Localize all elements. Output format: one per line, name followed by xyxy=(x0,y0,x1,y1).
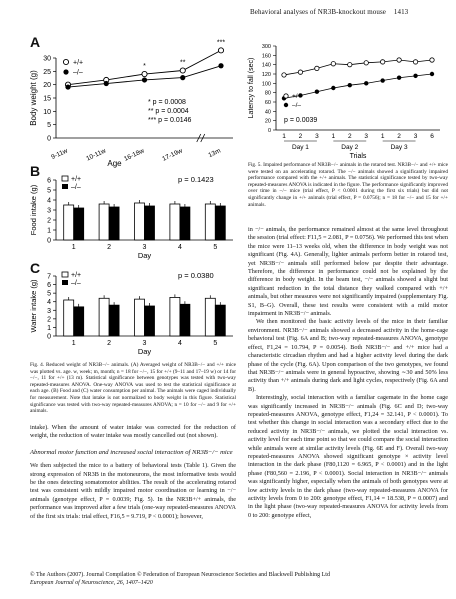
x-tick-label: 1 xyxy=(282,133,286,140)
figure4-caption: Fig. 4. Reduced weight of NR3B−/− animals. (A) Averaged weight of NR3B−/− and +/+ mice was plotted vs. age. w, week; m, month; n = 18 for −/−, 15 for +/+ (9–11 and 17–19 w) or 14 for −/−, 11 for +/+ (13 m). Statistical significance between genotypes was tested with two-way repeated-measures ANOVA. One-way ANOVA was used to test the statistical significance at each age. (B) Food and (C) water consumption per animal. The animals were caged individually for measurement. Note that intake is not normalized to body weight in this figure. Statistical significance was tested with two-way repeated-measures ANOVA; n = 10 for −/− and 9 for +/+ animals. xyxy=(30,362,236,415)
y-axis-label: Water intake (g) xyxy=(29,279,38,333)
legend-label: –/– xyxy=(292,102,302,109)
p-value-label: p = 0.0039 xyxy=(284,117,318,124)
x-tick-label: 9-11w xyxy=(50,147,69,162)
y-tick-label: 60 xyxy=(264,100,271,106)
data-point xyxy=(282,73,286,77)
data-point xyxy=(298,70,302,74)
x-tick-label: 3 xyxy=(413,133,418,140)
p-value-label: p = 0.0380 xyxy=(178,271,214,280)
p-value-label: p = 0.1423 xyxy=(178,175,214,184)
x-tick-label: 10-11w xyxy=(85,147,108,163)
legend-label: –/– xyxy=(73,69,83,77)
significance-star: * xyxy=(143,63,146,71)
bar xyxy=(74,307,84,336)
panel-letter-c: C xyxy=(30,260,41,276)
x-tick-label: 6 xyxy=(430,133,434,140)
y-tick-label: 15 xyxy=(43,95,51,103)
rotarod-chart xyxy=(244,38,444,160)
water-intake-chart xyxy=(28,266,240,362)
bar xyxy=(180,207,190,240)
bar xyxy=(74,208,84,240)
stats-label: * p = 0.0008 xyxy=(148,99,186,106)
x-tick-label: 2 xyxy=(397,133,401,140)
x-tick-label: 3 xyxy=(142,340,147,347)
y-axis-label: Food intake (g) xyxy=(29,184,38,236)
y-tick-label: 300 xyxy=(261,44,271,50)
figure5-caption: Fig. 5. Impaired performance of NR3B−/− animals in the rotarod test. NR3B−/− and +/+ mice were tested on an accelerating rotarod. The −/− animals showed a significantly impaired performance compared with the +/+ animals. The statistical significance tested by two-way repeated-measures ANOVA is indicated in the figure. The performance significantly improved over time in −/− mice (trial effect, P < 0.0001 during the first six trials) but did not significantly change in +/+ animals (trial effect, P = 0.0756); n = 18 for −/− and 15 for +/+ animals. xyxy=(248,162,448,208)
x-tick-label: 17-19w xyxy=(161,147,184,163)
data-point xyxy=(315,66,319,70)
y-tick-label: 0 xyxy=(47,333,51,341)
y-tick-label: 80 xyxy=(264,90,271,97)
day-label: Day 3 xyxy=(390,144,408,151)
y-tick-label: 6 xyxy=(47,282,51,290)
data-point xyxy=(142,77,147,82)
data-point xyxy=(380,78,384,82)
x-tick-label: 2 xyxy=(107,244,112,251)
footer xyxy=(30,572,440,588)
y-tick-label: 4 xyxy=(47,299,51,307)
y-tick-label: 100 xyxy=(261,81,271,88)
data-point xyxy=(397,58,401,62)
y-tick-label: 140 xyxy=(261,62,271,69)
series-line xyxy=(284,60,432,75)
stats-label: *** p = 0.0146 xyxy=(148,117,192,124)
bar xyxy=(170,297,180,336)
y-tick-label: 4 xyxy=(47,197,51,205)
stats-label: ** p = 0.0004 xyxy=(148,108,189,115)
data-point xyxy=(413,74,417,78)
x-tick-label: 16-18w xyxy=(123,147,146,163)
legend-label: +/+ xyxy=(71,176,82,183)
legend-marker xyxy=(62,272,68,277)
legend-marker xyxy=(284,94,288,98)
y-tick-label: 1 xyxy=(47,227,51,235)
bar xyxy=(180,304,190,336)
y-tick-label: 2 xyxy=(47,217,51,225)
x-tick-label: 3 xyxy=(142,244,147,251)
x-axis-label: Age xyxy=(107,159,122,168)
legend-label: +/+ xyxy=(71,272,82,279)
right-column-text xyxy=(248,226,448,520)
data-point xyxy=(364,81,368,85)
bar xyxy=(170,204,180,240)
y-tick-label: 10 xyxy=(43,108,51,116)
x-axis-label: Day xyxy=(137,347,152,356)
y-tick-label: 3 xyxy=(47,207,51,215)
x-tick-label: 1 xyxy=(380,133,385,140)
y-tick-label: 5 xyxy=(47,290,51,298)
x-tick-label: 1 xyxy=(331,133,336,140)
data-point xyxy=(65,84,70,89)
y-axis-label: Body weight (g) xyxy=(29,70,38,126)
significance-star: ** xyxy=(180,59,186,67)
legend-label: +/+ xyxy=(292,93,302,100)
bar xyxy=(109,207,119,240)
data-point xyxy=(180,75,185,80)
data-point xyxy=(315,90,319,94)
y-tick-label: 20 xyxy=(264,118,271,125)
panel-letter-a: A xyxy=(30,34,41,50)
bar xyxy=(109,305,119,336)
bar xyxy=(145,206,155,240)
y-axis-label: Latency to fall (sec) xyxy=(248,57,255,119)
x-tick-label: 4 xyxy=(177,244,182,251)
y-tick-label: 0 xyxy=(47,135,51,143)
panel-letter-b: B xyxy=(30,163,41,179)
data-point xyxy=(142,71,147,76)
bar xyxy=(99,204,109,240)
series-line xyxy=(284,74,432,98)
significance-star: *** xyxy=(216,39,226,47)
y-tick-label: 20 xyxy=(43,82,51,90)
y-tick-label: 2 xyxy=(47,316,51,324)
journal-citation: European Journal of Neuroscience, 26, 1407–1420 xyxy=(30,579,153,586)
legend-marker xyxy=(62,280,68,285)
bar xyxy=(205,298,215,336)
day-label: Day 1 xyxy=(291,144,309,151)
bar xyxy=(205,204,215,240)
running-title: Behavioral analyses of NR3B-knockout mouse xyxy=(250,8,387,16)
legend-marker xyxy=(63,59,68,64)
y-tick-label: 0 xyxy=(47,237,51,245)
section-title: Abnormal motor function and increased social interaction of NR3B−/− mice xyxy=(30,448,233,456)
body-weight-chart xyxy=(28,39,240,168)
legend-marker xyxy=(284,103,288,107)
y-tick-label: 160 xyxy=(261,53,271,60)
paragraph: intake). When the amount of water intake was corrected for the reduction of weight, the reduction of water intake was mostly cancelled out (not shown). xyxy=(30,424,236,440)
data-point xyxy=(397,76,401,80)
x-tick-label: 4 xyxy=(177,340,182,347)
bar xyxy=(145,306,155,336)
running-header xyxy=(250,8,408,16)
y-tick-label: 120 xyxy=(261,72,271,78)
copyright-line: © The Authors (2007). Journal Compilation © Federation of European Neuroscience Societies and Blackwell Publishing Ltd xyxy=(30,572,330,578)
legend-label: –/– xyxy=(71,184,81,191)
x-tick-label: 2 xyxy=(347,133,352,140)
legend-marker xyxy=(63,69,68,74)
y-tick-label: 6 xyxy=(47,177,51,185)
x-axis-label: Trials xyxy=(349,153,367,160)
paragraph: in −/− animals, the performance remained almost at the same level throughout the session (trial effect: F11,5 = 2.081, P = 0.0756). We performed this test when the mice were 11–13 weeks old, when the difference in body weight was not significant (Fig. 4A). Generally, lighter animals perform better in rotarod test, yet NR3B−/− animals still performed below par despite their advantage. Therefore, the difference in performance could not be explained by the difference in body weight. In the beam test, −/− animals showed a slight but significant reduction in the total distance they walked compared with +/+ animals, but other measures were not significantly impaired (supplementary Fig. S1, B–G). Overall, these test results were consistent with a mild motor impairment in NR3B−/− animals. xyxy=(248,226,448,318)
bar xyxy=(64,205,74,240)
data-point xyxy=(104,81,109,86)
bar xyxy=(135,299,145,336)
bar xyxy=(215,305,225,336)
y-tick-label: 0 xyxy=(267,128,271,134)
page-number: 1413 xyxy=(393,8,409,16)
data-point xyxy=(348,62,352,66)
y-tick-label: 7 xyxy=(47,273,51,281)
day-label: Day 2 xyxy=(341,144,359,151)
x-tick-label: 5 xyxy=(213,340,218,347)
data-point xyxy=(364,61,368,65)
x-tick-label: 3 xyxy=(315,133,319,140)
y-tick-label: 5 xyxy=(47,122,51,130)
x-tick-label: 5 xyxy=(213,244,218,251)
x-tick-label: 1 xyxy=(71,244,76,251)
legend-label: –/– xyxy=(71,280,81,287)
bar xyxy=(215,206,225,240)
paragraph: We then monitored the basic activity levels of the mice in their familiar environment. NR3B−/− animals showed a decreased activity in the home-cage behavioral test (Fig. 6A and B; two-way repeated-measures ANOVA, genotype effect, F1,24 = 10.794, P = 0.0054). Both NR3B−/− and +/+ mice had a characteristic circadian rhythm and had a higher activity level during the dark phase of the cycle (Fig. 6A). Upon comparison of the two genotypes, we found that NR3B−/− animals were in general hypoactive, showing ∼30 and 50% less activity than +/+ animals during dark and light cycles, respectively (Fig. 6A and B). xyxy=(248,318,448,393)
y-tick-label: 30 xyxy=(43,55,51,63)
legend-label: +/+ xyxy=(73,59,84,67)
x-tick-label: 13m xyxy=(207,147,222,160)
left-column-text xyxy=(30,424,236,521)
data-point xyxy=(331,62,335,66)
x-axis-label: Day xyxy=(137,251,152,260)
data-point xyxy=(180,68,185,73)
food-intake-chart xyxy=(28,170,240,260)
data-point xyxy=(331,86,335,90)
bar xyxy=(64,300,74,336)
data-point xyxy=(430,72,434,76)
legend-marker xyxy=(62,176,68,181)
data-point xyxy=(218,48,223,53)
data-point xyxy=(218,63,223,68)
paragraph: We then subjected the mice to a battery of behavioral tests (Table 1). Given the strong expression of NR3B in the motoneurons, the most informative tests would be the ones detecting somatomotor abilities. The result of the accelerating rotarod test was consistent with mildly impaired motor coordination or learning in −/− animals (genotype effect, P = 0.0039; Fig. 5). In the NR3B+/+ animals, the performance was improved after a few trials (one-way repeated-measures ANOVA of the first six trials: trial effect, F16,5 = 9.719, P < 0.0001); however, xyxy=(30,462,236,520)
x-tick-label: 3 xyxy=(364,133,369,140)
x-tick-label: 2 xyxy=(107,340,112,347)
y-tick-label: 5 xyxy=(47,187,51,195)
y-tick-label: 25 xyxy=(43,68,51,76)
y-tick-label: 40 xyxy=(264,109,271,116)
data-point xyxy=(413,60,417,64)
paragraph: Interestingly, social interaction with a familiar cagemate in the home cage was significantly increased in NR3B−/− animals (Fig. 6C and D; two-way repeated-measures ANOVA, genotype effect, F1,24 = 32.141, P < 0.0001). To test whether this change in social interaction was a secondary effect due to the reduced activity in NR3B−/− animals, we plotted the social interaction vs. activity level for each time point so that we could compare the social interaction while animals were at similar activity levels (Fig. 6E and F). Overall two-way repeated-measures ANOVA showed significant genotype × activity level interaction in the dark phase (F80,1120 = 6.965, P < 0.0001) and in the light phase (F80,560 = 2.196, P < 0.0001). Social interaction in NR3B−/− animals was significantly higher, especially when the animals of both genotypes were at low activity levels in the dark phase (two-way repeated-measures ANOVA for activity levels from 0 to 200: genotype effect, F1,14 = 18.538, P = 0.0007) and in the light phase (two-way repeated-measures ANOVA for activity levels from 0 to 200: genotype effect, xyxy=(248,394,448,519)
y-tick-label: 1 xyxy=(47,324,51,332)
data-point xyxy=(430,58,434,62)
legend-marker xyxy=(62,184,68,189)
bar xyxy=(99,298,109,336)
bar xyxy=(135,203,145,240)
data-point xyxy=(380,60,384,64)
y-tick-label: 3 xyxy=(47,307,51,315)
x-tick-label: 2 xyxy=(298,133,303,140)
x-tick-label: 1 xyxy=(71,340,76,347)
data-point xyxy=(348,83,352,87)
